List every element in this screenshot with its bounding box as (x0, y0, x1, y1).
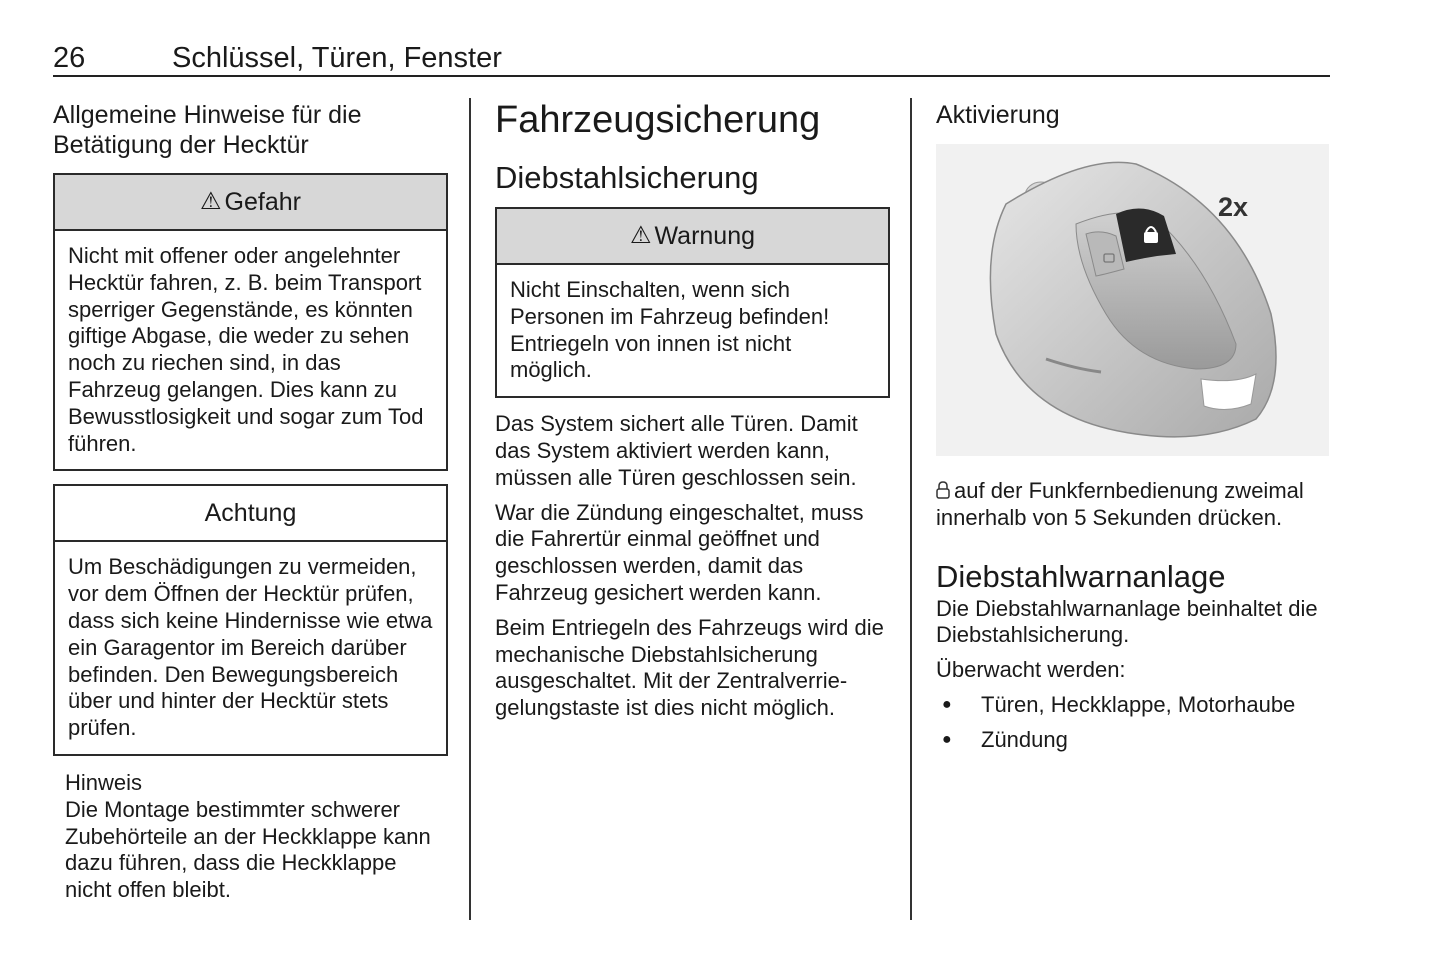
caution-box-header (55, 486, 446, 542)
header-rule (53, 75, 1330, 77)
alarm-title: Diebstahlwarnanlage (936, 558, 1226, 594)
paragraph: Beim Entriegeln des Fahrzeugs wird die mechanische Diebstahlsicherung ausgeschaltet. Mit der Zentralverriegelungstaste ist dies nicht möglich. (495, 614, 884, 721)
section-title: Schlüssel, Türen, Fenster (172, 42, 502, 74)
warning-box (495, 207, 890, 398)
danger-text: Nicht mit offener oder angelehnter Hecktür fahren, z. B. beim Transport sperriger Gegenstände, es könnten giftige Abgase, die weder zu sehen noch zu riechen sind, in das Fahrzeug gelangen. Dies kann zu Bewusstlosigkeit und sogar zum Tod führen. (68, 243, 424, 456)
paragraph: Das System sichert alle Türen. Damit das System aktiviert werden kann, müssen alle Türen geschlossen sein. (495, 411, 858, 490)
caution-title: Achtung (204, 498, 297, 527)
monitored-label: Überwacht werden: (936, 657, 1126, 683)
tailgate-heading (53, 100, 448, 160)
column-middle (495, 98, 890, 722)
column-left (53, 100, 448, 904)
column-divider (469, 98, 471, 920)
warning-box-header (497, 209, 888, 265)
alarm-text: Die Diebstahlwarnanlage beinhaltet die Diebstahlsicherung. (936, 595, 1318, 648)
tailgate-heading-line1: Allgemeine Hinweise für die (53, 101, 362, 129)
column-divider (910, 98, 912, 920)
activation-instruction (936, 478, 1331, 532)
warning-triangle-icon: ⚠ (629, 221, 652, 249)
monitored-list (936, 692, 1331, 754)
chapter-title: Fahrzeugsicherung (495, 99, 821, 141)
page-number: 26 (53, 42, 86, 74)
key-fob-icon (936, 144, 1329, 456)
warning-text: Nicht Einschalten, wenn sich Personen im Fahrzeug befinden! Entriegeln von innen ist nicht möglich. (510, 277, 830, 383)
subsection-title: Diebstahlsicherung (495, 160, 759, 195)
press-count-label: 2x (1218, 192, 1249, 222)
danger-box-header (55, 175, 446, 231)
note-text: Die Montage bestimmter schwerer Zubehörteile an der Heckklappe kann dazu führen, dass die Heckklappe nicht offen bleibt. (65, 796, 431, 903)
warning-title: Warnung (654, 221, 756, 250)
activation-instruction-text: auf der Funkfernbedienung zweimal innerhalb von 5 Sekunden drücken. (936, 478, 1304, 530)
column-right (936, 100, 1331, 754)
lock-icon (936, 479, 950, 495)
danger-title: Gefahr (224, 187, 301, 216)
danger-box (53, 173, 448, 471)
caution-text: Um Beschädigungen zu vermeiden, vor dem Öffnen der Hecktür prüfen, dass sich keine Hindernisse wie etwa ein Garagentor im Bereich darüber befinden. Den Bewegungsbereich über und hinter der Hecktür stets prüfen. (68, 554, 433, 741)
note-title: Hinweis (65, 769, 143, 795)
activation-heading: Aktivierung (936, 101, 1060, 129)
tailgate-heading-line2: Betätigung der Hecktür (53, 131, 309, 159)
list-item: ● Türen, Heckklappe, Motorhaube (936, 692, 1331, 719)
caution-box (53, 484, 448, 756)
list-item: ● Zündung (936, 727, 1331, 754)
key-fob-illustration (936, 144, 1329, 456)
warning-triangle-icon: ⚠ (200, 187, 222, 215)
paragraph: War die Zündung eingeschaltet, muss die Fahrertür einmal geöffnet und geschlossen werden, damit das Fahrzeug gesichert werden kann. (495, 499, 864, 605)
